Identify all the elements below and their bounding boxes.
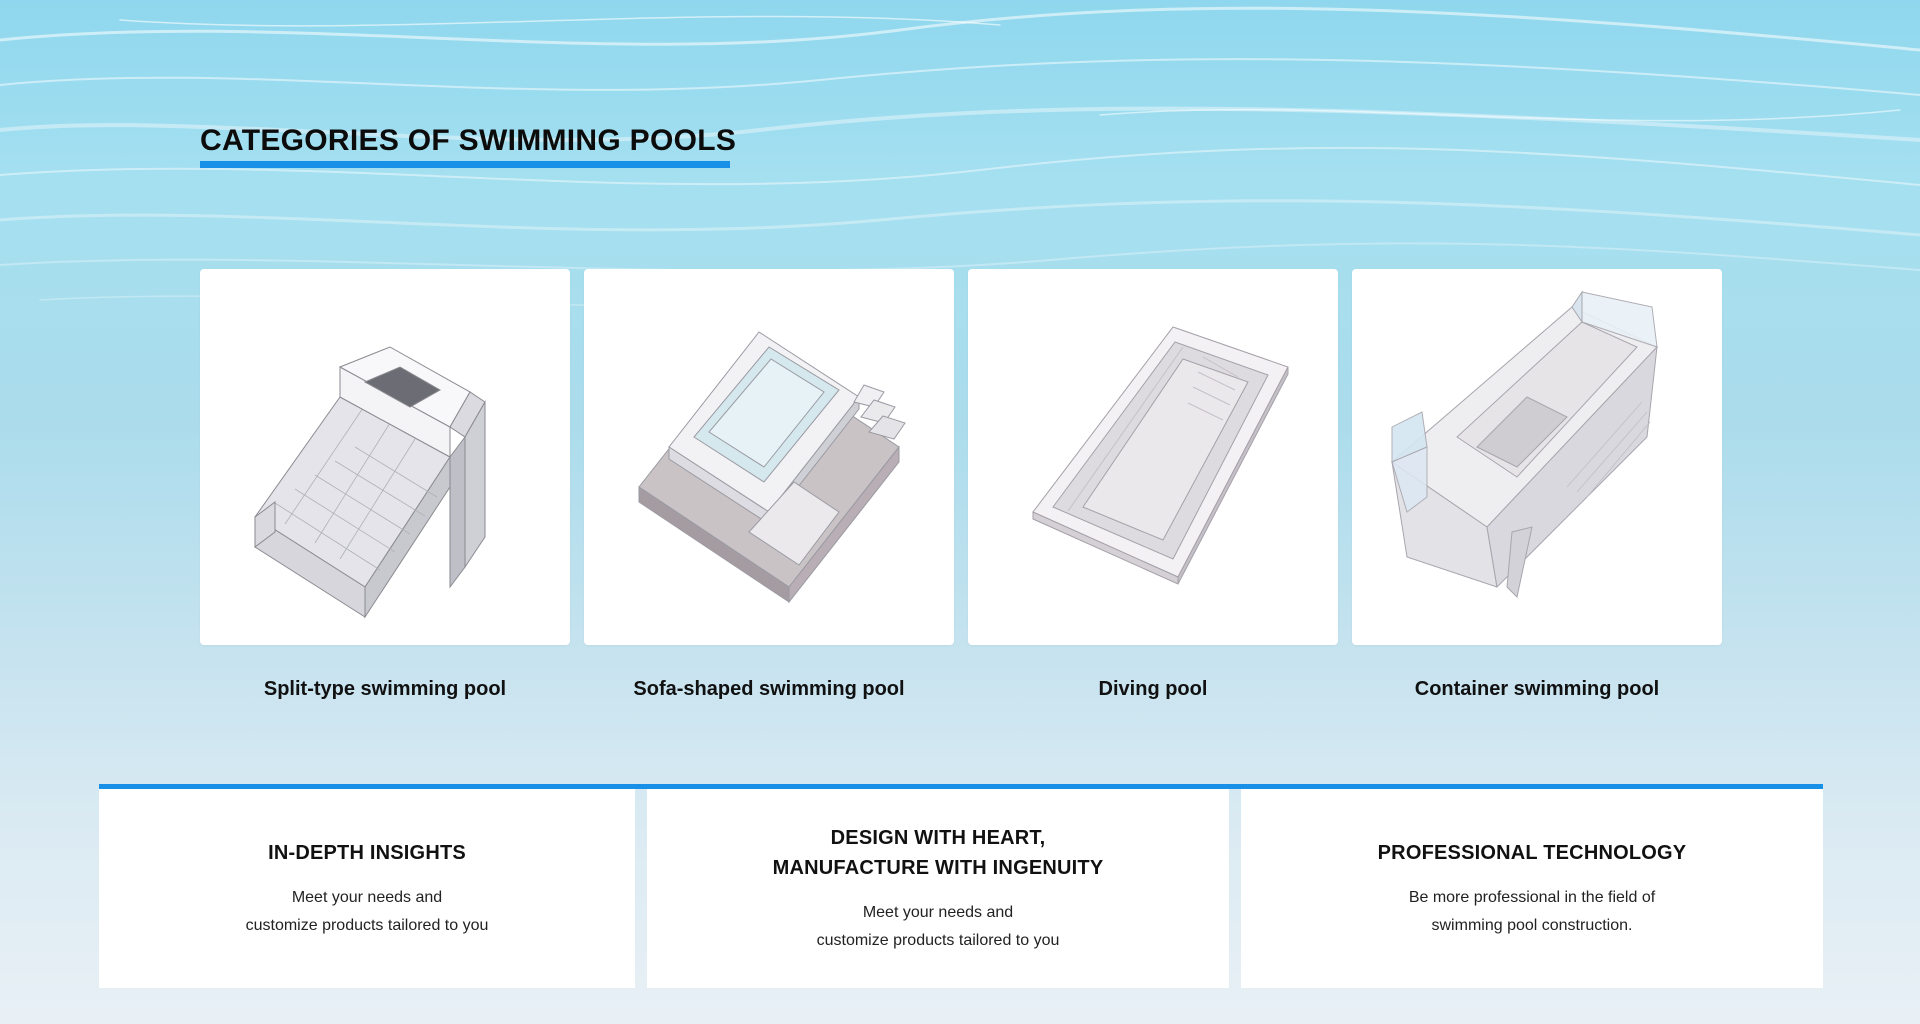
category-label[interactable]: Diving pool <box>1098 678 1208 700</box>
feature-description-line: swimming pool construction. <box>1431 916 1633 934</box>
category-labels <box>200 678 1722 701</box>
feature-description-line: Meet your needs and <box>291 888 443 906</box>
category-card-container[interactable] <box>1352 269 1722 645</box>
category-card-sofa-shaped[interactable] <box>584 269 954 645</box>
feature-description-line: customize products tailored to you <box>816 931 1060 949</box>
container-pool-image <box>1367 287 1707 627</box>
features-panel <box>99 784 1823 988</box>
title-underline <box>200 161 730 168</box>
feature-title <box>268 838 466 868</box>
category-card-split-type[interactable] <box>200 269 570 645</box>
feature-professional-technology <box>1241 789 1823 988</box>
feature-description-line: Meet your needs and <box>862 903 1014 921</box>
feature-description-line: Be more professional in the field of <box>1408 888 1656 906</box>
feature-title-line: PROFESSIONAL TECHNOLOGY <box>1377 841 1687 864</box>
section-title: CATEGORIES OF SWIMMING POOLS <box>200 124 737 157</box>
sofa-shaped-pool-image <box>599 287 939 627</box>
feature-title <box>1378 838 1687 868</box>
feature-description <box>246 884 489 940</box>
category-label[interactable]: Sofa-shaped swimming pool <box>633 678 905 700</box>
feature-title <box>773 823 1104 883</box>
feature-design-with-heart <box>647 789 1229 988</box>
category-label[interactable]: Split-type swimming pool <box>263 678 507 700</box>
feature-description-line: customize products tailored to you <box>245 916 489 934</box>
category-card-diving[interactable] <box>968 269 1338 645</box>
feature-title-line: DESIGN WITH HEART, <box>830 826 1046 849</box>
diving-pool-image <box>983 287 1323 627</box>
feature-description <box>1409 884 1655 940</box>
split-type-pool-image <box>215 287 555 627</box>
category-label[interactable]: Container swimming pool <box>1414 678 1660 700</box>
category-cards <box>200 269 1722 645</box>
feature-in-depth-insights <box>99 789 635 988</box>
feature-title-line: MANUFACTURE WITH INGENUITY <box>772 856 1104 879</box>
feature-description <box>817 899 1060 955</box>
feature-title-line: IN-DEPTH INSIGHTS <box>268 841 466 864</box>
